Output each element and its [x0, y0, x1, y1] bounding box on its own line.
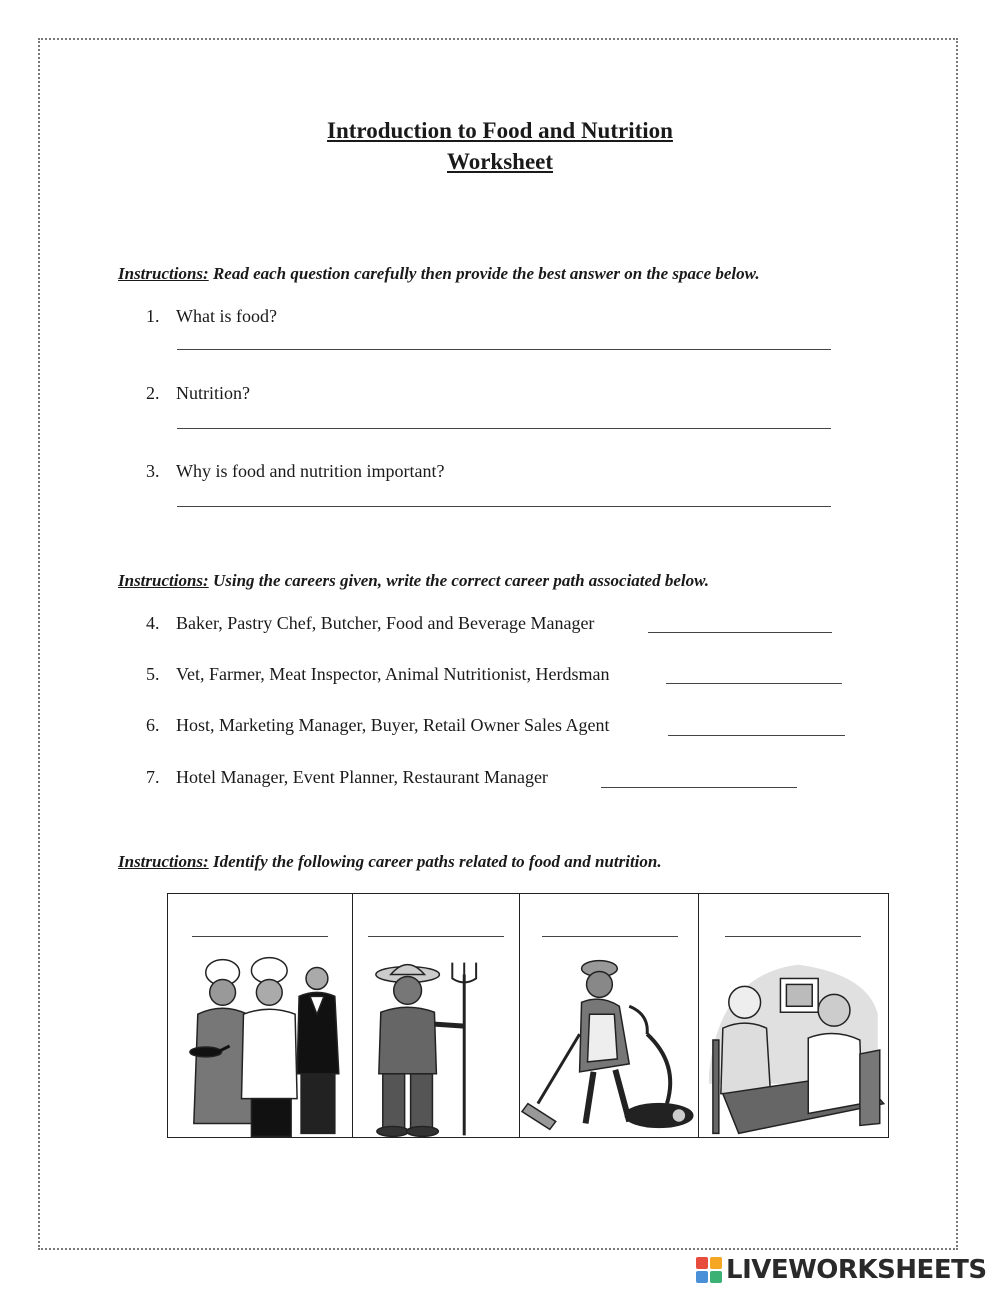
farmer-with-pitchfork-icon: [353, 954, 519, 1139]
career-cell-1: [168, 894, 353, 1138]
question-number: 1.: [146, 306, 160, 326]
question-number: 2.: [146, 383, 160, 403]
question-text: Vet, Farmer, Meat Inspector, Animal Nutritionist, Herdsman: [176, 664, 610, 684]
answer-blank-4[interactable]: [648, 632, 832, 633]
instructions-lead: Instructions:: [118, 264, 209, 283]
brand-name: LIVEWORKSHEETS: [726, 1255, 987, 1285]
instructions-text: Identify the following career paths related to food and nutrition.: [208, 852, 662, 871]
liveworksheets-logo-icon: [696, 1257, 722, 1283]
answer-blank-picture-3[interactable]: [542, 936, 678, 937]
answer-line-3[interactable]: [177, 506, 831, 507]
question-number: 4.: [146, 613, 160, 633]
answer-blank-picture-1[interactable]: [192, 936, 328, 937]
answer-line-2[interactable]: [177, 428, 831, 429]
liveworksheets-logo: [696, 1255, 987, 1285]
question-number: 6.: [146, 715, 160, 735]
instructions-lead: Instructions:: [118, 852, 209, 871]
instructions-lead: Instructions:: [118, 571, 209, 590]
woman-vacuuming-icon: [520, 954, 699, 1139]
instructions-2: [118, 571, 709, 591]
question-text: What is food?: [176, 306, 277, 326]
chefs-and-waiter-icon: [168, 954, 352, 1139]
instructions-text: Read each question carefully then provide the best answer on the space below.: [208, 264, 760, 283]
question-number: 5.: [146, 664, 160, 684]
question-text: Nutrition?: [176, 383, 250, 403]
page-title: Introduction to Food and Nutrition: [327, 118, 673, 143]
career-picture-table: [167, 893, 889, 1138]
page-subtitle: Worksheet: [446, 149, 554, 174]
answer-blank-7[interactable]: [601, 787, 797, 788]
instructions-1: [118, 264, 760, 284]
answer-blank-picture-4[interactable]: [725, 936, 861, 937]
answer-blank-5[interactable]: [666, 683, 842, 684]
counselor-meeting-icon: [699, 954, 888, 1139]
question-number: 3.: [146, 461, 160, 481]
answer-blank-6[interactable]: [668, 735, 845, 736]
career-cell-2: [352, 894, 519, 1138]
answer-line-1[interactable]: [177, 349, 831, 350]
question-text: Hotel Manager, Event Planner, Restaurant Manager: [176, 767, 548, 787]
question-number: 7.: [146, 767, 160, 787]
instructions-3: [118, 852, 662, 872]
career-cell-3: [519, 894, 699, 1138]
instructions-text: Using the careers given, write the correct career path associated below.: [208, 571, 710, 590]
question-text: Why is food and nutrition important?: [176, 461, 445, 481]
question-text: Baker, Pastry Chef, Butcher, Food and Beverage Manager: [176, 613, 595, 633]
answer-blank-picture-2[interactable]: [368, 936, 504, 937]
question-text: Host, Marketing Manager, Buyer, Retail Owner Sales Agent: [176, 715, 610, 735]
career-cell-4: [699, 894, 889, 1138]
